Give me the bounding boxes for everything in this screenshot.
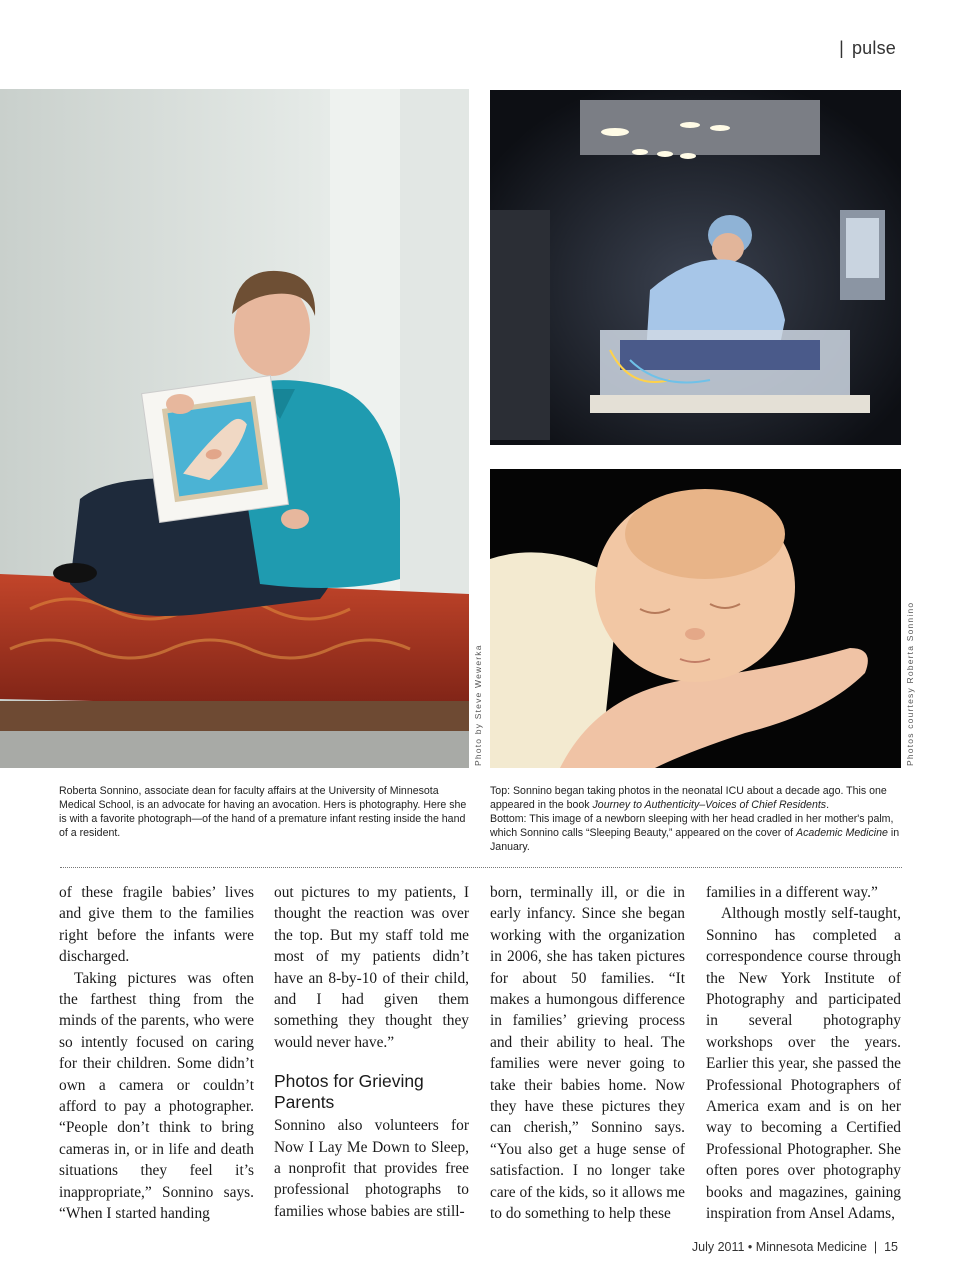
paragraph: Although mostly self-taught, Sonnino has completed a correspondence course through the New York Institute of Photography and participated in several photography workshops over the years. Earlier this year, she passed the Professional Photographers of America exam and is on her way to becoming a Certified Professional Photographer. She often pores over photography books and magazines, gaining inspiration from Ansel Adams, — [706, 905, 901, 1223]
nicu-photo — [490, 90, 901, 445]
right-photo-credit: Photos courtesy Roberta Sonnino — [905, 601, 915, 766]
article-column-1 — [59, 882, 254, 1225]
caption-top-text: Sonnino began taking photos in the neonatal ICU about a decade ago. This one appeared in the book — [490, 785, 887, 811]
left-photo-credit: Photo by Steve Wewerka — [473, 644, 483, 766]
caption-bottom-text: This image of a newborn sleeping with her head cradled in her mother's palm, which Sonnino calls “Sleeping Beauty,” appeared on the cover of — [490, 813, 894, 839]
paragraph: of these fragile babies’ lives and give them to the families right before the infants were discharged. — [59, 884, 254, 966]
paragraph: Taking pictures was often the farthest thing from the minds of the parents, who were so intently focused on caring for their children. Some didn’t own a camera or couldn’t afford to pay a photographer. “People don’t think to bring cameras in, or in life and death situations they feel it’s inappropriate,” Sonnino says. “When I started handing — [59, 969, 254, 1223]
article-column-2 — [274, 882, 469, 1222]
article-column-4 — [706, 882, 901, 1225]
section-label: pulse — [851, 38, 896, 58]
caption-top-label: Top: — [490, 785, 511, 797]
portrait-photo — [0, 89, 469, 768]
caption-bottom-journal: Academic Medicine — [796, 827, 888, 839]
paragraph: born, terminally ill, or die in early infancy. Since she began working with the organization in 2006, she has taken pictures for about 50 families. “It makes a humongous difference in families’ grieving process and their ability to heal. The families were never going to take their babies home. Now they have these pictures they can cherish,” Sonnino says. “You also get a huge sense of satisfaction. I no longer take care of the kids, so it allows me to do something to help these — [490, 884, 685, 1223]
caption-bottom-end: in January. — [490, 827, 900, 853]
article-column-3 — [490, 882, 685, 1225]
page-footer: July 2011 • Minnesota Medicine | 15 — [691, 1240, 898, 1254]
dotted-divider — [60, 867, 902, 868]
left-caption: Roberta Sonnino, associate dean for faculty affairs at the University of Minnesota Medical School, is an advocate for having an avocation. Hers is photography. Here she is with a favorite photograph—of the hand of a premature infant resting inside the hand of a resident. — [59, 785, 467, 839]
right-caption — [490, 784, 904, 854]
paragraph: families in a different way.” — [706, 884, 878, 901]
newborn-photo — [490, 469, 901, 768]
caption-top-end: . — [826, 799, 830, 811]
paragraph: out pictures to my patients, I thought the reaction was over the top. But my staff told me most of my patients didn’t have an 8-by-10 of their child, and I had given them something they thought they would never have.” — [274, 884, 469, 1051]
section-tag — [839, 38, 896, 59]
paragraph: Sonnino also volunteers for Now I Lay Me Down to Sleep, a nonprofit that provides free professional photographs to families whose babies are still- — [274, 1117, 469, 1220]
subheading: Photos for Grieving Parents — [274, 1071, 424, 1113]
caption-bottom-label: Bottom: — [490, 813, 527, 825]
section-divider: | — [839, 38, 844, 58]
caption-top-book: Journey to Authenticity–Voices of Chief Residents — [592, 799, 827, 811]
